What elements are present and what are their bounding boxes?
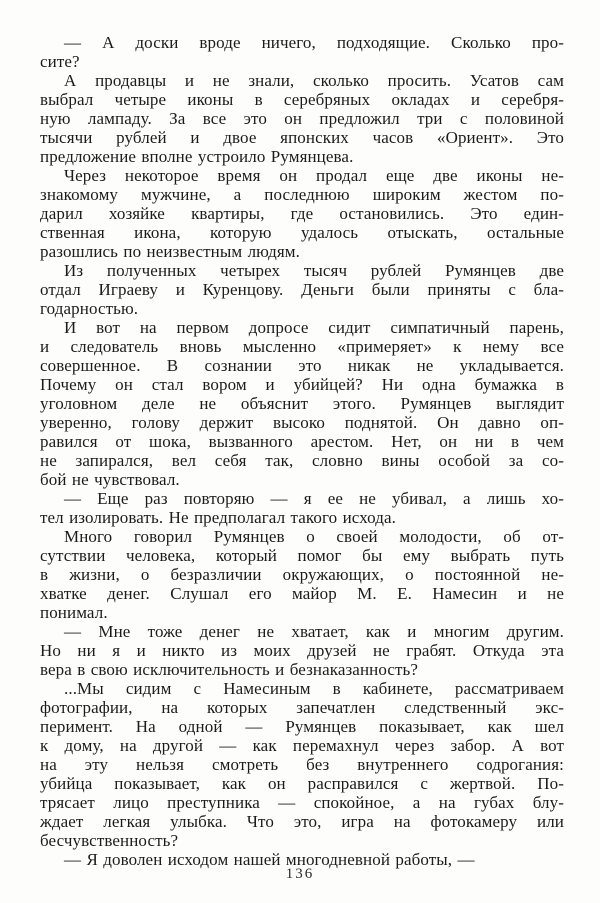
text-line: совершенное. В сознании это никак не укладывается. [40,356,564,375]
text-line: А продавцы и не знали, сколько просить. Усатов сам [64,71,564,90]
text-line: в жизни, о безразличии окружающих, о постоянной не- [40,565,564,584]
text-line: бесчувственность? [40,831,179,850]
text-line: перимент. На одной — Румянцев показывает, как шел [40,717,564,736]
text-line: — Я доволен исходом нашей многодневной работы, — [64,850,475,869]
text-line: тел изолировать. Не предполагал такого исхода. [40,508,397,527]
text-line: на эту нельзя смотреть без внутреннего содрогания: [40,755,564,774]
text-line: фотографии, на которых запечатлен следственный экс- [40,698,564,717]
text-line: ственная икона, которую удалось отыскать, остальные [40,223,564,242]
text-line: ...Мы сидим с Намесиным в кабинете, рассматриваем [64,679,564,698]
page-number: 136 [285,866,315,882]
text-line: — Еще раз повторяю — я ее не убивал, а лишь хо- [64,489,564,508]
text-line: и следователь вновь мысленно «примеряет» к нему все [40,337,564,356]
text-line: понимал. [40,603,108,622]
text-line: ную лампаду. За все это он предложил три с половиной [40,109,564,128]
text-line: Почему он стал вором и убийцей? Ни одна бумажка в [40,375,564,394]
text-line: бой не чувствовал. [40,470,180,489]
text-line: Много говорил Румянцев о своей молодости, об от- [64,527,564,546]
text-line: И вот на первом допросе сидит симпатичный парень, [64,318,564,337]
page-text [40,33,564,869]
text-line: сутствии человека, который помог бы ему выбрать путь [40,546,564,565]
text-line: хватке денег. Слушал его майор М. Е. Намесин и не [40,584,564,603]
text-line: выбрал четыре иконы в серебряных окладах и серебря- [40,90,564,109]
text-line: знакомому мужчине, а последнюю широким жестом по- [40,185,564,204]
text-line: трясает лицо преступника — спокойное, а на губах блу- [40,793,564,812]
text-line: убийца показывает, как он расправился с жертвой. По- [40,774,564,793]
text-line: не запирался, вел себя так, словно вины особой за со- [40,451,564,470]
text-line: уголовном деле не объяснит этого. Румянцев выглядит [40,394,564,413]
text-line: отдал Играеву и Куренцову. Деньги были приняты с бла- [40,280,564,299]
text-line: тысячи рублей и двое японских часов «Ориент». Это [40,128,564,147]
text-line: равился от шока, вызванного арестом. Нет, он ни в чем [40,432,564,451]
text-line: Через некоторое время он продал еще две иконы не- [64,166,564,185]
text-line: дарил хозяйке квартиры, где остановились. Это един- [40,204,564,223]
text-line: к дому, на другой — как перемахнул через забор. А вот [40,736,564,755]
text-line: вера в свою исключительность и безнаказанность? [40,660,419,679]
text-line: уверенно, голову держит высоко поднятой. Он давно оп- [40,413,564,432]
text-line: разошлись по неизвестным людям. [40,242,300,261]
text-line: Но ни я и никто из моих друзей не грабят. Откуда эта [40,641,564,660]
text-line: сите? [40,52,80,71]
text-line: ждает легкая улыбка. Что это, игра на фотокамеру или [40,812,564,831]
text-line: — А доски вроде ничего, подходящие. Сколько про- [64,33,564,52]
text-line: — Мне тоже денег не хватает, как и многим другим. [64,622,564,641]
text-line: Из полученных четырех тысяч рублей Румянцев две [64,261,564,280]
text-line: предложение вполне устроило Румянцева. [40,147,354,166]
text-line: годарностью. [40,299,139,318]
